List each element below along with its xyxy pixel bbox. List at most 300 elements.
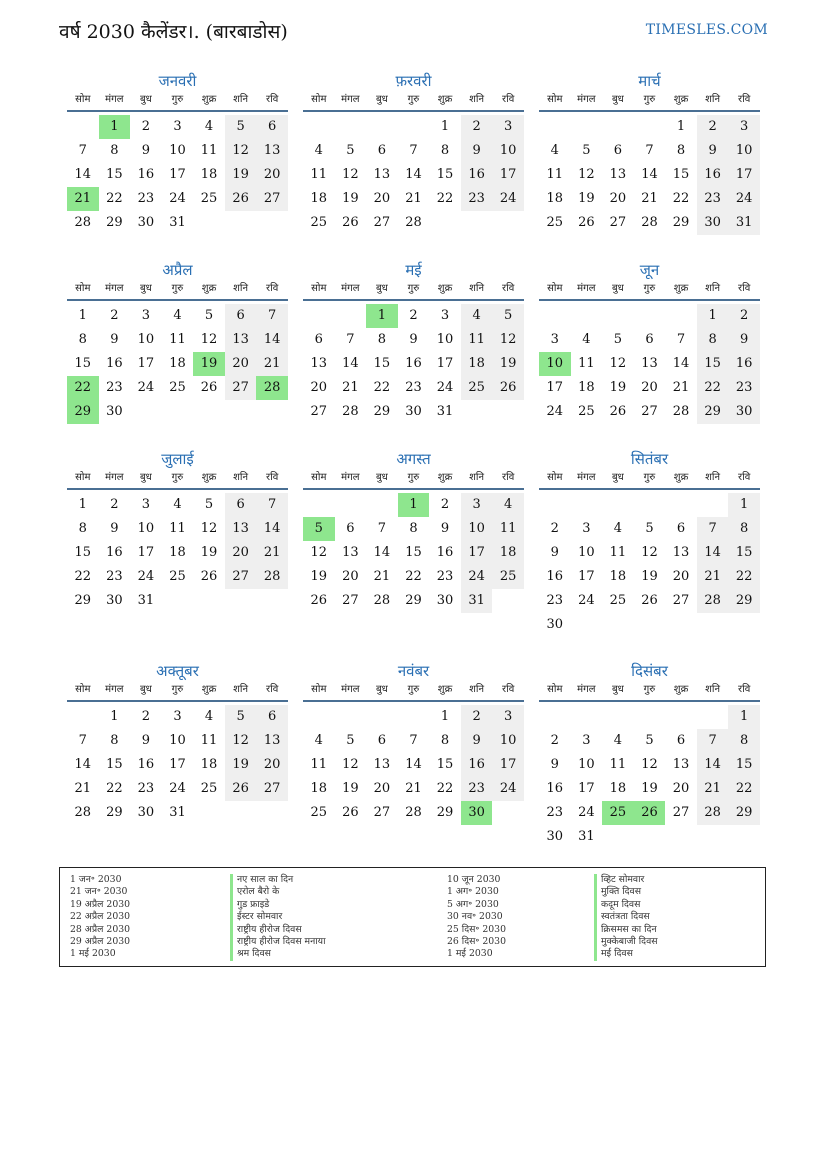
- day-cell: 3: [141, 497, 151, 512]
- empty-cell: [571, 304, 603, 328]
- weekday-label: सोम: [75, 283, 91, 294]
- weekday-label: गुरु: [643, 94, 656, 105]
- day-cell: 31: [461, 589, 493, 613]
- legend-holiday-name: एरोल बैरो के: [230, 886, 325, 898]
- day-cell: 2: [409, 308, 418, 323]
- day-cell: 9: [141, 733, 151, 748]
- day-cell: 6: [613, 143, 623, 158]
- weekday-label: सोम: [75, 94, 91, 105]
- day-cell: 10: [137, 332, 155, 347]
- day-cell: 18: [546, 191, 564, 206]
- day-cell: 1: [99, 115, 131, 139]
- empty-cell: [539, 115, 571, 139]
- day-cell: 16: [697, 163, 729, 187]
- day-cell: 19: [225, 163, 257, 187]
- day-cell: 10: [169, 143, 186, 158]
- day-cell: 10: [578, 545, 595, 560]
- day-cell: 16: [106, 545, 123, 560]
- day-cell: 31: [137, 593, 155, 608]
- day-cell: 25: [609, 593, 627, 608]
- weekday-label: मंगल: [577, 94, 596, 105]
- day-cell: 24: [137, 380, 155, 395]
- day-cell: 23: [106, 380, 123, 395]
- day-cell: 11: [609, 757, 627, 772]
- day-cell: 17: [169, 167, 186, 182]
- day-cell: 2: [110, 497, 119, 512]
- day-cell: 25: [578, 404, 595, 419]
- weekday-label: बुध: [611, 684, 624, 695]
- day-cell: 25: [310, 805, 328, 820]
- empty-cell: [665, 825, 697, 849]
- day-cell: 20: [256, 753, 288, 777]
- day-cell: 27: [310, 404, 328, 419]
- day-cell: 11: [546, 167, 564, 182]
- weekday-label: मंगल: [341, 283, 360, 294]
- day-cell: 4: [492, 493, 524, 517]
- weekday-label: मंगल: [577, 472, 596, 483]
- weekday-label: शुक्र: [437, 94, 453, 105]
- day-cell: 5: [346, 733, 355, 748]
- weekday-header: [539, 470, 760, 490]
- day-cell: 3: [728, 115, 760, 139]
- weekday-label: बुध: [611, 94, 624, 105]
- day-cell: 1: [366, 304, 398, 328]
- day-cell: 1: [676, 119, 686, 134]
- day-cell: 18: [310, 781, 328, 796]
- empty-cell: [256, 400, 288, 424]
- day-cell: 18: [169, 356, 186, 371]
- day-cell: 4: [204, 709, 214, 724]
- empty-cell: [256, 801, 288, 825]
- day-cell: 10: [578, 757, 595, 772]
- day-cell: 31: [728, 211, 760, 235]
- day-grid: [303, 115, 524, 235]
- day-cell: 14: [697, 541, 729, 565]
- day-cell: 22: [106, 781, 123, 796]
- day-cell: 18: [200, 167, 218, 182]
- day-cell: 28: [74, 215, 92, 230]
- day-cell: 23: [106, 569, 123, 584]
- legend-date: 1 जन॰ 2030: [70, 874, 122, 885]
- day-cell: 4: [582, 332, 591, 347]
- day-cell: 12: [492, 328, 524, 352]
- day-cell: 19: [609, 380, 627, 395]
- weekday-label: सोम: [75, 684, 91, 695]
- day-grid: [303, 705, 524, 825]
- empty-cell: [162, 589, 194, 613]
- day-cell: 13: [672, 757, 690, 772]
- weekday-label: गुरु: [407, 283, 420, 294]
- weekday-label: बुध: [375, 472, 388, 483]
- day-cell: 28: [74, 805, 92, 820]
- weekday-label: बुध: [375, 94, 388, 105]
- weekday-label: रवि: [502, 283, 515, 294]
- day-cell: 24: [492, 777, 524, 801]
- day-cell: 29: [405, 593, 422, 608]
- weekday-label: शनि: [233, 283, 249, 294]
- month-block: [539, 660, 760, 849]
- weekday-label: शुक्र: [673, 283, 689, 294]
- day-cell: 12: [342, 167, 359, 182]
- day-cell: 5: [303, 517, 335, 541]
- day-cell: 25: [461, 376, 493, 400]
- month-name: मई: [405, 261, 422, 279]
- day-cell: 16: [405, 356, 422, 371]
- day-cell: 12: [641, 545, 658, 560]
- day-cell: 7: [256, 304, 288, 328]
- day-cell: 14: [342, 356, 359, 371]
- day-cell: 5: [225, 705, 257, 729]
- empty-cell: [366, 493, 398, 517]
- day-cell: 6: [256, 705, 288, 729]
- day-cell: 21: [373, 569, 391, 584]
- day-cell: 3: [492, 705, 524, 729]
- weekday-label: सोम: [547, 283, 563, 294]
- day-cell: 17: [578, 781, 595, 796]
- day-cell: 6: [314, 332, 323, 347]
- day-cell: 7: [409, 733, 418, 748]
- day-cell: 25: [602, 801, 634, 825]
- legend-date: 5 अग॰ 2030: [447, 898, 499, 910]
- weekday-label: सोम: [311, 472, 327, 483]
- day-cell: 6: [225, 493, 257, 517]
- day-cell: 18: [310, 191, 328, 206]
- weekday-label: रवि: [738, 94, 751, 105]
- day-cell: 6: [256, 115, 288, 139]
- empty-cell: [225, 211, 257, 235]
- day-cell: 22: [436, 191, 454, 206]
- empty-cell: [335, 304, 367, 328]
- day-cell: 2: [141, 709, 151, 724]
- day-cell: 10: [137, 521, 155, 536]
- month-block: [303, 660, 524, 825]
- day-cell: 22: [373, 380, 391, 395]
- legend-date: 1 मई 2030: [447, 948, 493, 960]
- day-cell: 30: [461, 801, 493, 825]
- legend-holiday-name: श्रम दिवस: [230, 948, 325, 960]
- day-cell: 19: [342, 781, 359, 796]
- legend-date: 1 अग॰ 2030: [447, 886, 499, 898]
- day-grid: [67, 705, 288, 825]
- day-cell: 2: [697, 115, 729, 139]
- month-name: जुलाई: [161, 450, 194, 468]
- day-cell: 31: [169, 215, 186, 230]
- day-cell: 26: [342, 215, 359, 230]
- day-cell: 3: [582, 521, 591, 536]
- day-cell: 26: [492, 376, 524, 400]
- day-cell: 25: [310, 215, 328, 230]
- weekday-label: शनि: [469, 472, 485, 483]
- month-name: अगस्त: [396, 450, 431, 468]
- day-cell: 22: [697, 376, 729, 400]
- day-cell: 1: [78, 497, 87, 512]
- legend-holiday-name: व्हिट सोमवार: [594, 874, 658, 886]
- day-cell: 21: [67, 187, 99, 211]
- day-cell: 22: [728, 565, 760, 589]
- weekday-header: [539, 682, 760, 702]
- empty-cell: [697, 825, 729, 849]
- day-cell: 1: [440, 119, 450, 134]
- day-cell: 8: [440, 733, 450, 748]
- day-cell: 17: [492, 163, 524, 187]
- day-cell: 17: [436, 356, 454, 371]
- weekday-label: गुरु: [643, 472, 656, 483]
- day-cell: 15: [436, 167, 454, 182]
- empty-cell: [697, 493, 729, 517]
- empty-cell: [665, 493, 697, 517]
- day-cell: 29: [728, 801, 760, 825]
- day-cell: 6: [377, 733, 387, 748]
- empty-cell: [225, 589, 257, 613]
- day-cell: 8: [110, 733, 119, 748]
- day-cell: 30: [405, 404, 422, 419]
- empty-cell: [461, 211, 493, 235]
- weekday-label: शनि: [233, 684, 249, 695]
- day-cell: 7: [676, 332, 686, 347]
- day-cell: 26: [310, 593, 328, 608]
- weekday-label: रवि: [738, 283, 751, 294]
- legend-date: 21 जन॰ 2030: [70, 886, 128, 898]
- month-name: सितंबर: [630, 450, 669, 468]
- day-cell: 23: [697, 187, 729, 211]
- day-cell: 29: [106, 805, 123, 820]
- empty-cell: [634, 705, 666, 729]
- day-cell: 20: [310, 380, 328, 395]
- day-cell: 5: [204, 497, 214, 512]
- weekday-label: गुरु: [643, 283, 656, 294]
- day-cell: 30: [546, 617, 564, 632]
- month-block: [67, 448, 288, 613]
- day-cell: 28: [342, 404, 359, 419]
- weekday-header: [67, 92, 288, 112]
- day-cell: 3: [492, 115, 524, 139]
- weekday-label: शुक्र: [437, 684, 453, 695]
- day-cell: 11: [169, 332, 186, 347]
- empty-cell: [67, 705, 99, 729]
- day-cell: 17: [169, 757, 186, 772]
- weekday-label: शुक्र: [673, 472, 689, 483]
- day-cell: 8: [697, 328, 729, 352]
- day-cell: 13: [342, 545, 359, 560]
- day-cell: 19: [578, 191, 595, 206]
- day-cell: 15: [728, 753, 760, 777]
- day-cell: 27: [609, 215, 627, 230]
- day-cell: 23: [728, 376, 760, 400]
- day-cell: 28: [672, 404, 690, 419]
- day-cell: 19: [641, 781, 658, 796]
- day-cell: 30: [106, 593, 123, 608]
- day-cell: 17: [728, 163, 760, 187]
- day-cell: 27: [672, 593, 690, 608]
- weekday-label: बुध: [611, 472, 624, 483]
- day-grid: [539, 304, 760, 424]
- day-cell: 26: [200, 569, 218, 584]
- day-cell: 3: [461, 493, 493, 517]
- empty-cell: [602, 493, 634, 517]
- day-cell: 24: [578, 593, 595, 608]
- day-cell: 24: [546, 404, 564, 419]
- month-name: फ़रवरी: [395, 72, 432, 90]
- day-cell: 16: [461, 163, 493, 187]
- day-cell: 27: [641, 404, 658, 419]
- day-cell: 5: [582, 143, 591, 158]
- weekday-label: रवि: [502, 472, 515, 483]
- page-title: वर्ष 2030 कैलेंडर।. (बारबाडोस): [59, 21, 288, 43]
- day-cell: 24: [461, 565, 493, 589]
- day-cell: 22: [67, 376, 99, 400]
- legend-holiday-name: क्रिसमस का दिन: [594, 924, 658, 936]
- day-cell: 5: [645, 733, 654, 748]
- day-cell: 11: [578, 356, 595, 371]
- day-cell: 13: [310, 356, 328, 371]
- day-cell: 15: [405, 545, 422, 560]
- day-cell: 6: [225, 304, 257, 328]
- weekday-label: गुरु: [407, 472, 420, 483]
- empty-cell: [634, 613, 666, 637]
- day-cell: 8: [110, 143, 119, 158]
- legend-date: 22 अप्रैल 2030: [70, 911, 131, 923]
- weekday-label: बुध: [375, 283, 388, 294]
- day-cell: 26: [225, 187, 257, 211]
- empty-cell: [602, 613, 634, 637]
- day-cell: 9: [110, 332, 119, 347]
- day-cell: 24: [728, 187, 760, 211]
- day-cell: 17: [461, 541, 493, 565]
- day-cell: 14: [405, 167, 422, 182]
- day-cell: 24: [169, 191, 186, 206]
- weekday-header: [303, 682, 524, 702]
- day-cell: 3: [582, 733, 591, 748]
- day-cell: 18: [492, 541, 524, 565]
- day-cell: 22: [672, 191, 690, 206]
- weekday-label: रवि: [502, 94, 515, 105]
- day-cell: 5: [225, 115, 257, 139]
- empty-cell: [571, 493, 603, 517]
- empty-cell: [335, 493, 367, 517]
- day-cell: 28: [256, 565, 288, 589]
- day-cell: 8: [377, 332, 387, 347]
- brand-link[interactable]: TIMESLES.COM: [645, 22, 768, 38]
- legend-date: 26 दिस॰ 2030: [447, 935, 506, 947]
- day-cell: 7: [346, 332, 355, 347]
- weekday-label: शनि: [705, 472, 721, 483]
- weekday-label: बुध: [611, 283, 624, 294]
- day-cell: 5: [645, 521, 654, 536]
- day-cell: 21: [256, 541, 288, 565]
- day-cell: 9: [461, 729, 493, 753]
- legend-date: 10 जून 2030: [447, 874, 501, 885]
- day-cell: 23: [546, 593, 564, 608]
- day-cell: 18: [609, 569, 627, 584]
- day-cell: 27: [373, 805, 391, 820]
- day-cell: 15: [74, 356, 92, 371]
- day-cell: 13: [225, 328, 257, 352]
- day-cell: 29: [436, 805, 454, 820]
- day-cell: 15: [728, 541, 760, 565]
- day-cell: 31: [169, 805, 186, 820]
- weekday-label: मंगल: [105, 94, 124, 105]
- day-cell: 17: [546, 380, 564, 395]
- day-cell: 2: [550, 521, 559, 536]
- day-cell: 4: [314, 733, 323, 748]
- day-cell: 27: [342, 593, 359, 608]
- weekday-label: रवि: [266, 472, 279, 483]
- day-cell: 3: [141, 308, 151, 323]
- day-cell: 22: [405, 569, 422, 584]
- legend-names-right: [594, 874, 658, 961]
- day-cell: 24: [169, 781, 186, 796]
- day-cell: 1: [110, 709, 119, 724]
- day-cell: 28: [641, 215, 658, 230]
- legend-holiday-name: मुक्केबाजी दिवस: [594, 936, 658, 948]
- day-cell: 9: [409, 332, 418, 347]
- day-cell: 29: [697, 400, 729, 424]
- legend-holiday-name: मुक्ति दिवस: [594, 886, 658, 898]
- empty-cell: [728, 825, 760, 849]
- weekday-label: रवि: [502, 684, 515, 695]
- day-cell: 21: [697, 777, 729, 801]
- day-cell: 1: [78, 308, 87, 323]
- empty-cell: [492, 211, 524, 235]
- day-cell: 30: [546, 829, 564, 844]
- day-cell: 2: [461, 115, 493, 139]
- month-block: [539, 259, 760, 424]
- day-cell: 30: [137, 805, 155, 820]
- empty-cell: [256, 589, 288, 613]
- weekday-label: शुक्र: [201, 283, 217, 294]
- empty-cell: [634, 493, 666, 517]
- empty-cell: [303, 493, 335, 517]
- day-cell: 19: [342, 191, 359, 206]
- weekday-label: मंगल: [341, 94, 360, 105]
- day-cell: 5: [613, 332, 623, 347]
- day-cell: 19: [641, 569, 658, 584]
- weekday-label: बुध: [139, 94, 152, 105]
- day-cell: 31: [436, 404, 454, 419]
- day-cell: 7: [78, 143, 87, 158]
- day-cell: 16: [546, 569, 564, 584]
- day-cell: 1: [728, 705, 760, 729]
- month-name: मार्च: [638, 72, 661, 90]
- day-cell: 1: [398, 493, 430, 517]
- day-cell: 28: [405, 215, 422, 230]
- empty-cell: [335, 705, 367, 729]
- day-cell: 19: [310, 569, 328, 584]
- day-cell: 24: [436, 380, 454, 395]
- day-cell: 13: [256, 139, 288, 163]
- day-cell: 26: [634, 801, 666, 825]
- weekday-label: रवि: [738, 684, 751, 695]
- day-cell: 3: [173, 709, 182, 724]
- day-cell: 5: [346, 143, 355, 158]
- day-cell: 6: [676, 521, 686, 536]
- day-cell: 1: [440, 709, 450, 724]
- day-cell: 24: [137, 569, 155, 584]
- empty-cell: [602, 825, 634, 849]
- day-cell: 11: [200, 143, 218, 158]
- empty-cell: [697, 613, 729, 637]
- day-cell: 25: [169, 380, 186, 395]
- day-cell: 3: [440, 308, 450, 323]
- empty-cell: [130, 400, 162, 424]
- day-cell: 30: [697, 211, 729, 235]
- legend-holiday-name: ईस्टर सोमवार: [230, 911, 325, 923]
- day-cell: 25: [546, 215, 564, 230]
- day-cell: 12: [225, 139, 257, 163]
- month-block: [303, 70, 524, 235]
- weekday-label: बुध: [139, 283, 152, 294]
- day-cell: 8: [78, 521, 87, 536]
